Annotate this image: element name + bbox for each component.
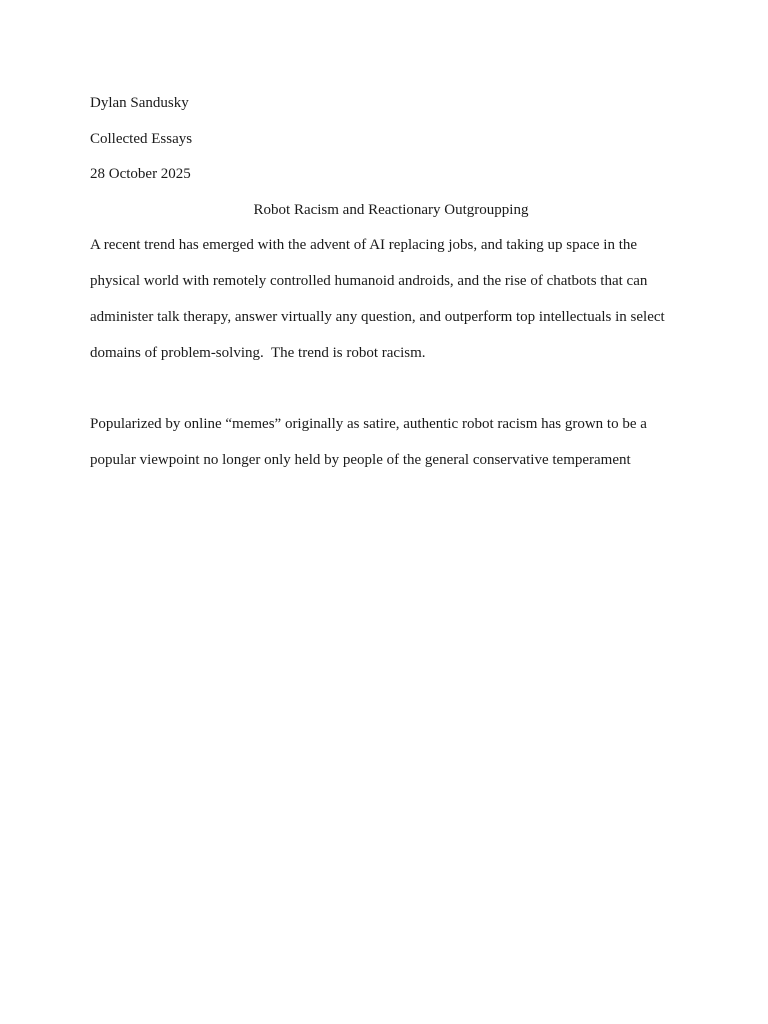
paragraph-line: A recent trend has emerged with the advent of AI replacing jobs, and taking up space in the	[90, 237, 638, 253]
paragraph-line: administer talk therapy, answer virtually any question, and outperform top intellectuals in select	[90, 309, 665, 325]
paragraph-line: physical world with remotely controlled humanoid androids, and the rise of chatbots that can	[90, 273, 648, 289]
paragraph-line: domains of problem-solving. The trend is robot racism.	[90, 345, 426, 361]
essay-title: Robot Racism and Reactionary Outgroupping	[253, 202, 529, 218]
paragraph-line: popular viewpoint no longer only held by people of the general conservative temperament	[90, 452, 631, 468]
author-name: Dylan Sandusky	[90, 95, 189, 111]
essay-date: 28 October 2025	[90, 166, 191, 182]
paragraph-line: Popularized by online “memes” originally as satire, authentic robot racism has grown to be a	[90, 416, 647, 432]
course-name: Collected Essays	[90, 131, 193, 147]
